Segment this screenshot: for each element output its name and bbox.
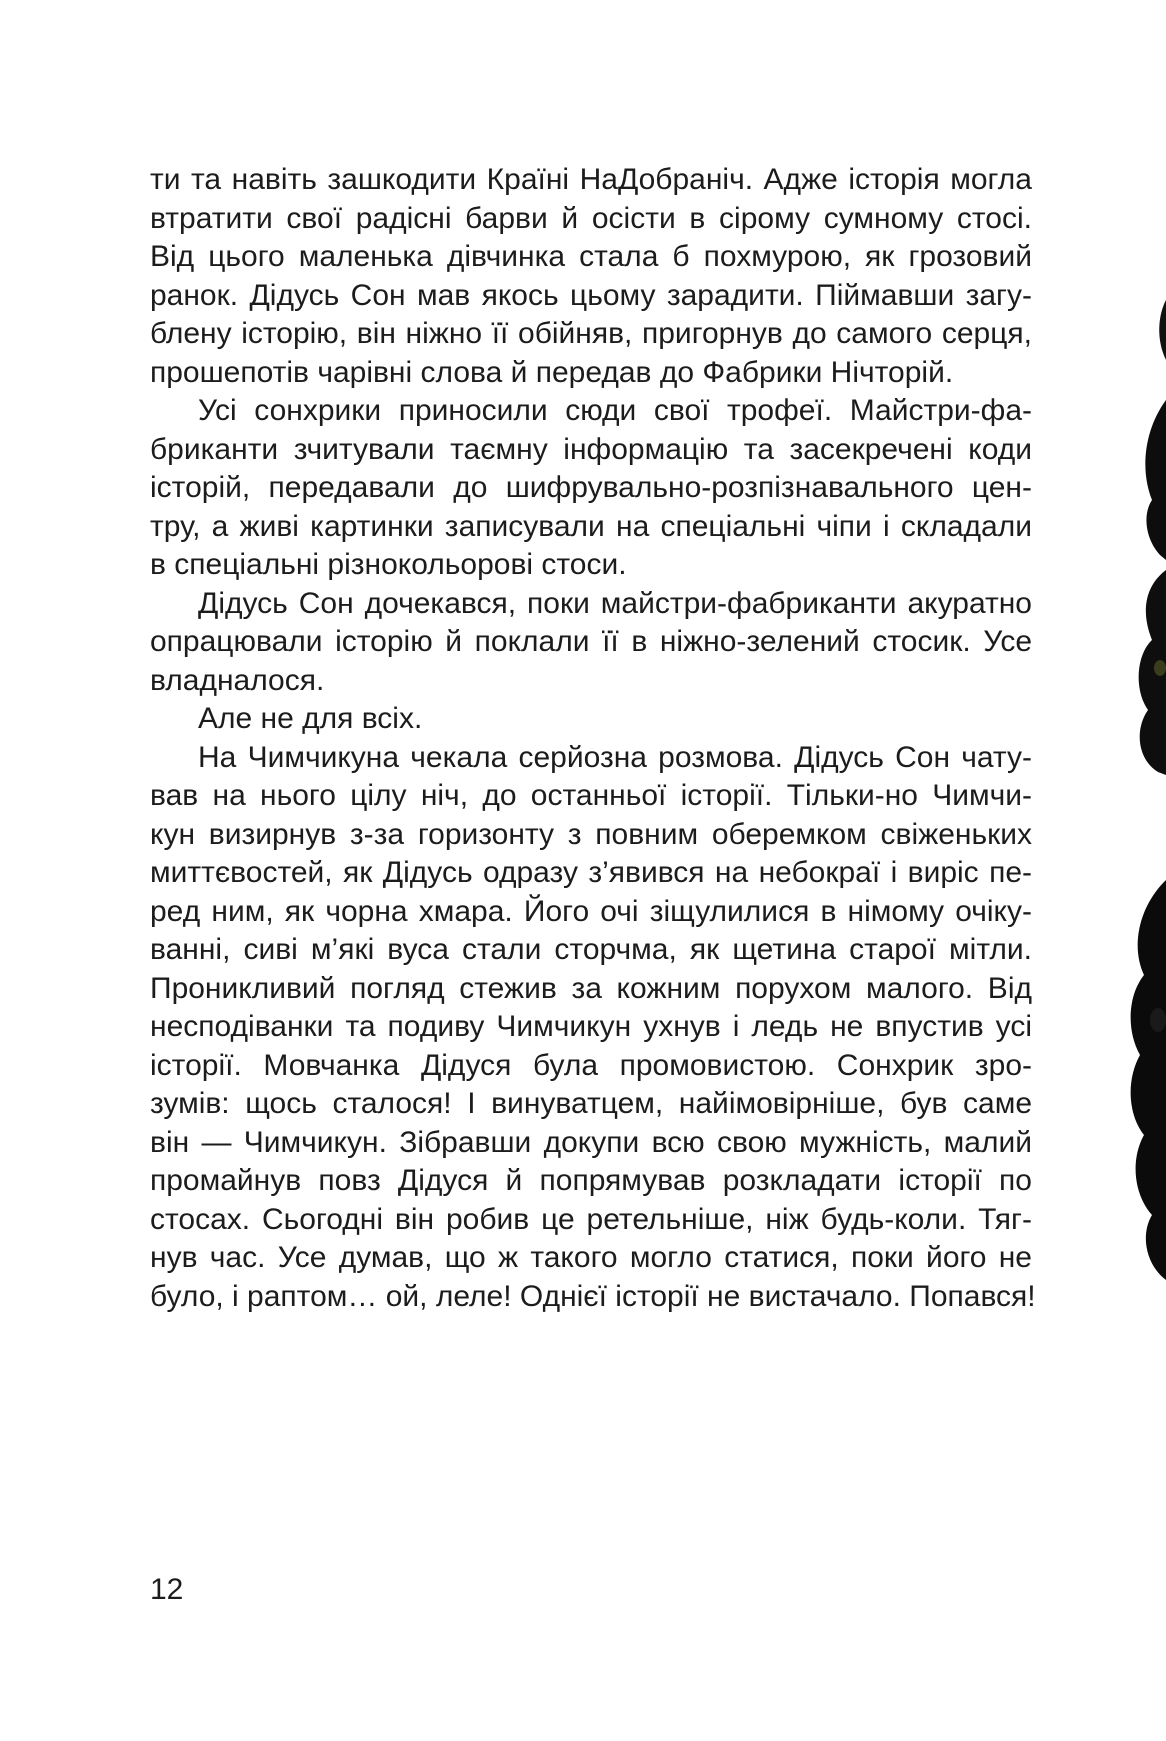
text-line: історій, передавали до шифрувально-розпізнавального цен- xyxy=(150,471,1032,504)
text-line: миттєвостей, як Дідусь одразу з’явився на небокраї і виріс пе- xyxy=(150,856,1032,889)
text-line: ред ним, як чорна хмара. Його очі зіщулилися в німому очіку- xyxy=(150,894,1032,928)
text-line: вав на нього цілу ніч, до останньої історії. Тільки-но Чимчи- xyxy=(150,779,1032,812)
text-line: втратити свої радісні барви й осісти в сірому сумному стосі. xyxy=(150,201,1032,235)
text-line: історії. Мовчанка Дідуся була промовистою. Сонхрик зро- xyxy=(150,1048,1032,1082)
page-number: 12 xyxy=(150,1573,184,1606)
text-line: було, і раптом… ой, леле! Однієї історії не вистачало. Попався! xyxy=(150,1279,1036,1313)
text-line: стосах. Сьогодні він робив це ретельніше, ніж будь-коли. Тяг- xyxy=(150,1202,1032,1236)
text-line: Усі сонхрики приносили сюди свої трофеї. Майстри-фа- xyxy=(198,394,1032,427)
text-line: ванні, сиві м’які вуса стали сторчма, як щетина старої мітли. xyxy=(150,933,1032,966)
text-line: опрацювали історію й поклали її в ніжно-зелений стосик. Усе xyxy=(150,625,1032,658)
text-line: в спеціальні різнокольорові стоси. xyxy=(150,548,627,581)
text-line: прошепотів чарівні слова й передав до Фабрики Нічторій. xyxy=(150,355,954,389)
text-line: тру, а живі картинки записували на спеціальні чіпи і складали xyxy=(150,509,1032,543)
paragraph xyxy=(150,700,1032,739)
text-line: кун визирнув з-за горизонту з повним оберемком свіженьких xyxy=(150,817,1032,851)
text-line: зумів: щось сталося! І винуватцем, найімовірніше, був саме xyxy=(150,1087,1032,1120)
body-text xyxy=(150,161,1036,1316)
text-line: несподіванки та подиву Чимчикун ухнув і ледь не впустив усі xyxy=(150,1010,1032,1043)
text-line: владналося. xyxy=(150,663,325,697)
dark-blob-illustration xyxy=(1100,0,1166,1741)
text-line: Але не для всіх. xyxy=(198,702,423,735)
text-line: Дідусь Сон дочекався, поки майстри-фабриканти акуратно xyxy=(198,586,1032,620)
paragraph xyxy=(150,585,1032,701)
text-line: нув час. Усе думав, що ж такого могло статися, поки його не xyxy=(150,1241,1032,1274)
text-line: ти та навіть зашкодити Країні НаДобраніч. Адже історія могла xyxy=(150,163,1032,196)
text-line: ранок. Дідусь Сон мав якось цьому зарадити. Піймавши загу- xyxy=(150,278,1032,312)
text-line: На Чимчикуна чекала серйозна розмова. Дідусь Сон чату- xyxy=(198,740,1032,774)
text-line: блену історію, він ніжно її обійняв, пригорнув до самого серця, xyxy=(150,317,1032,350)
paragraph xyxy=(150,739,1036,1317)
paragraph xyxy=(150,161,1032,392)
text-line: Проникливий погляд стежив за кожним порухом малого. Від xyxy=(150,971,1032,1005)
text-line: бриканти зчитували таємну інформацію та засекречені коди xyxy=(150,432,1032,466)
text-line: він — Чимчикун. Зібравши докупи всю свою мужність, малий xyxy=(150,1125,1032,1159)
text-line: промайнув повз Дідуся й попрямував розкладати історії по xyxy=(150,1164,1032,1197)
text-line: Від цього маленька дівчинка стала б похмурою, як грозовий xyxy=(150,240,1032,273)
paragraph xyxy=(150,392,1032,585)
